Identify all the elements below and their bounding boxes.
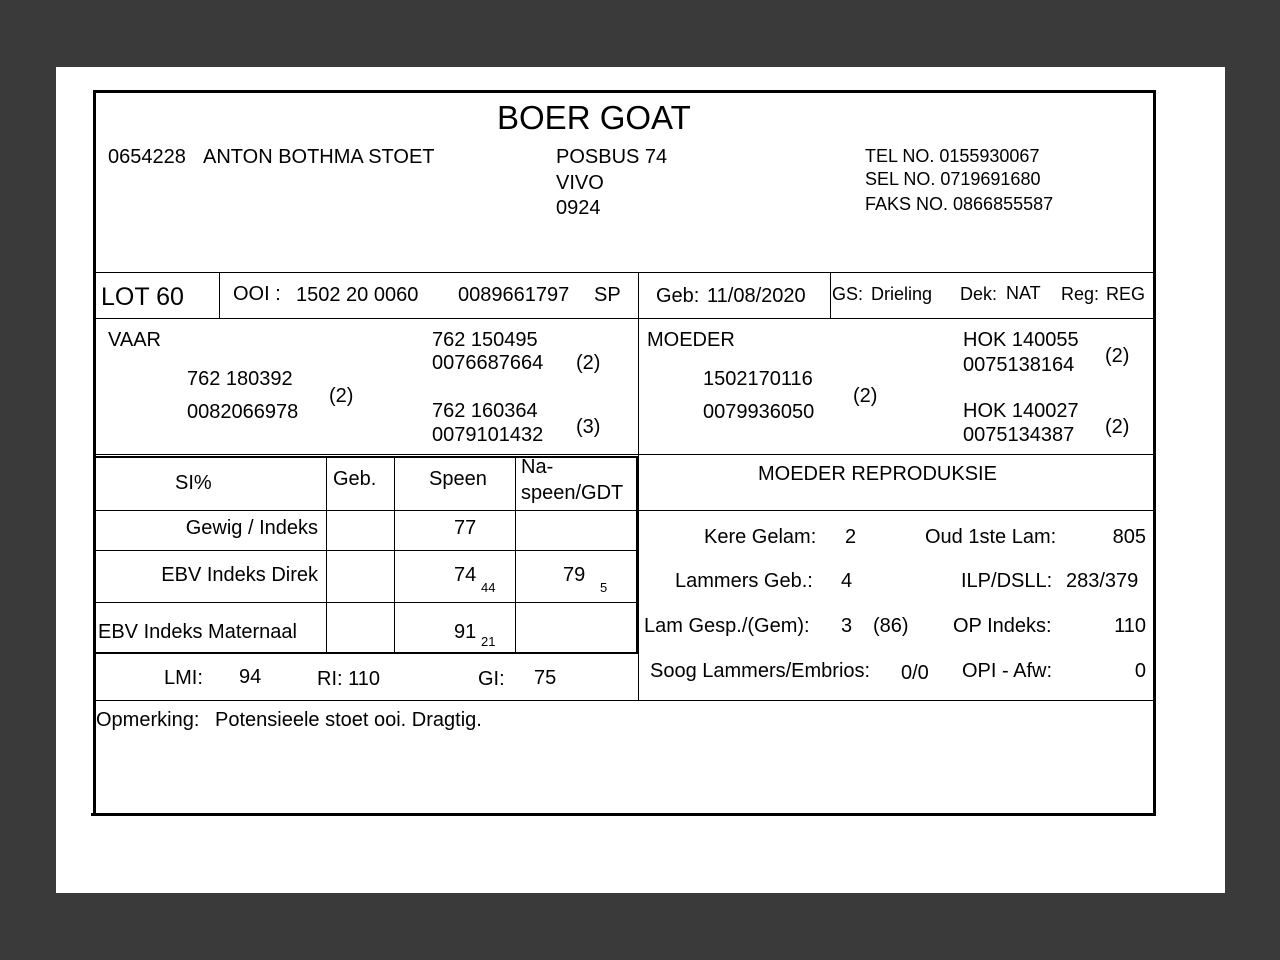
row-direk-na-sub: 5	[600, 580, 608, 595]
moeder-label: MOEDER	[647, 329, 735, 351]
rule-remark	[96, 700, 1154, 701]
tel-number: TEL NO. 0155930067	[865, 146, 1040, 166]
gesp-label: Lam Gesp./(Gem):	[644, 615, 810, 637]
op-value: 110	[1114, 615, 1146, 637]
moeder-sire-number: HOK 140055	[963, 329, 1079, 351]
row-direk-na: 79	[563, 564, 586, 586]
moeder-id: 0079936050	[703, 401, 815, 423]
na-header-line-1: Na-	[521, 456, 554, 478]
oud-value: 805	[1112, 526, 1146, 548]
frame-top	[94, 90, 1155, 93]
frame-right	[1153, 90, 1156, 815]
vaar-label: VAAR	[108, 329, 161, 351]
geb-header: Geb.	[333, 468, 377, 490]
moeder-dam-id: 0075134387	[963, 424, 1075, 446]
vaar-dam-count: (3)	[576, 416, 601, 438]
remark-label: Opmerking:	[96, 709, 200, 731]
row-maternaal-speen: 91	[454, 621, 477, 643]
moeder-sire-count: (2)	[1105, 345, 1130, 367]
rule-si-row3	[96, 652, 638, 654]
gesp-value: 3	[841, 615, 853, 637]
vline-si-right	[636, 456, 638, 653]
address-line-1: POSBUS 74	[556, 146, 668, 168]
vaar-count: (2)	[329, 385, 354, 407]
ooi-number: 1502 20 0060	[296, 284, 419, 306]
speen-header: Speen	[429, 468, 487, 490]
kere-value: 2	[845, 526, 857, 548]
row-gewig-speen: 77	[454, 517, 477, 539]
opi-label: OPI - Afw:	[962, 660, 1053, 682]
lammers-value: 4	[841, 570, 853, 592]
vaar-sire-id: 0076687664	[432, 352, 544, 374]
breeder-number: 0654228	[108, 146, 186, 168]
rule-lot	[96, 318, 1154, 319]
vline-middle	[638, 273, 639, 701]
soog-label: Soog Lammers/Embrios:	[650, 660, 871, 682]
lmi-value: 94	[239, 666, 262, 688]
moeder-sire-id: 0075138164	[963, 354, 1075, 376]
vaar-sire-number: 762 150495	[432, 329, 538, 351]
na-header-line-2: speen/GDT	[521, 482, 624, 504]
rule-pedigree	[96, 454, 1154, 455]
si-header: SI%	[175, 472, 212, 494]
page-title: BOER GOAT	[497, 99, 691, 136]
moeder-dam-count: (2)	[1105, 416, 1130, 438]
moeder-dam-number: HOK 140027	[963, 400, 1079, 422]
row-direk-speen-sub: 44	[481, 580, 496, 595]
lot-number: LOT 60	[101, 283, 184, 311]
rule-si-row1	[96, 550, 638, 551]
reg-label: Reg:	[1061, 284, 1100, 304]
dek-value: NAT	[1006, 283, 1041, 303]
gesp-average: (86)	[873, 615, 909, 637]
frame-bottom	[91, 813, 1156, 816]
repro-title: MOEDER REPRODUKSIE	[758, 463, 997, 485]
dek-label: Dek:	[960, 284, 998, 304]
lammers-label: Lammers Geb.:	[675, 570, 813, 592]
rule-si-top	[96, 456, 638, 458]
row-label-maternaal: EBV Indeks Maternaal	[98, 621, 297, 643]
remark-text: Potensieele stoet ooi. Dragtig.	[215, 709, 482, 731]
row-label-gewig: Gewig / Indeks	[185, 517, 318, 539]
ooi-id: 0089661797	[458, 284, 570, 306]
ilp-value: 283/379	[1066, 570, 1139, 592]
vline-si-2	[394, 458, 395, 654]
vaar-number: 762 180392	[187, 368, 293, 390]
kere-label: Kere Gelam:	[704, 526, 817, 548]
breeder-name: ANTON BOTHMA STOET	[203, 146, 435, 168]
vline-si-1	[326, 458, 327, 654]
gs-label: GS:	[832, 284, 864, 304]
row-maternaal-speen-sub: 21	[481, 634, 496, 649]
gs-value: Drieling	[871, 284, 933, 304]
geb-label: Geb:	[656, 285, 700, 307]
vaar-dam-number: 762 160364	[432, 400, 538, 422]
gi-label: GI:	[478, 668, 505, 690]
ilp-label: ILP/DSLL:	[961, 570, 1053, 592]
vaar-dam-id: 0079101432	[432, 424, 544, 446]
vaar-id: 0082066978	[187, 401, 299, 423]
rule-si-row2	[96, 602, 638, 603]
card-sheet	[56, 67, 1225, 893]
lmi-label: LMI:	[164, 667, 203, 689]
ooi-label: OOI :	[233, 283, 281, 305]
row-direk-speen: 74	[454, 564, 477, 586]
moeder-count: (2)	[853, 385, 878, 407]
row-label-direk: EBV Indeks Direk	[161, 564, 318, 586]
address-line-2: VIVO	[556, 172, 604, 194]
vline-si-3	[515, 458, 516, 654]
moeder-number: 1502170116	[703, 368, 813, 390]
reg-value: REG	[1106, 284, 1146, 304]
ri-value: RI: 110	[317, 668, 380, 690]
address-line-3: 0924	[556, 197, 601, 219]
frame-left	[93, 90, 96, 815]
faks-number: FAKS NO. 0866855587	[865, 194, 1054, 214]
oud-label: Oud 1ste Lam:	[925, 526, 1057, 548]
sel-number: SEL NO. 0719691680	[865, 169, 1041, 189]
ooi-code: SP	[594, 284, 621, 306]
vaar-sire-count: (2)	[576, 352, 601, 374]
rule-header	[96, 272, 1154, 273]
opi-value: 0	[1134, 660, 1146, 682]
soog-value: 0/0	[901, 662, 929, 684]
rule-si-header	[96, 510, 1154, 511]
geb-value: 11/08/2020	[707, 285, 806, 307]
vline-lot	[219, 273, 220, 319]
gi-value: 75	[534, 667, 557, 689]
vline-geb	[830, 273, 831, 319]
op-label: OP Indeks:	[953, 615, 1052, 637]
